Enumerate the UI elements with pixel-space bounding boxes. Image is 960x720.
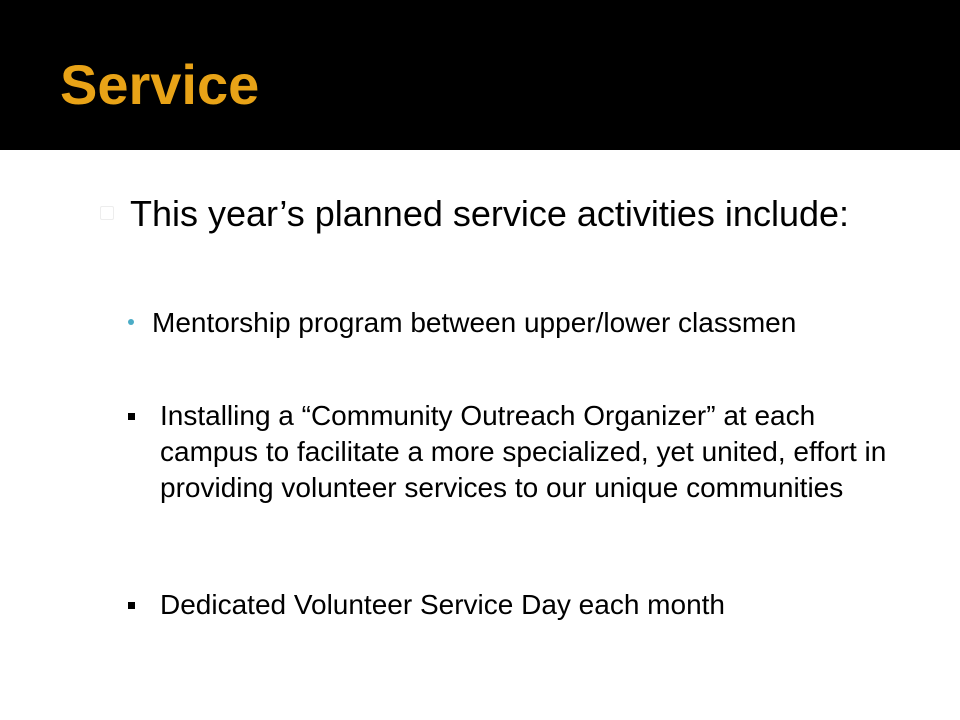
title-band bbox=[0, 0, 960, 150]
bullet-item-service-day bbox=[128, 587, 908, 623]
bullet-item-mentorship bbox=[128, 305, 888, 341]
dot-bullet-icon bbox=[128, 319, 134, 325]
bullet-text: This year’s planned service activities include: bbox=[130, 193, 850, 234]
slide-title: Service bbox=[60, 53, 260, 116]
box-bullet-icon bbox=[100, 206, 114, 220]
square-bullet-icon bbox=[128, 413, 135, 420]
bullet-text: Mentorship program between upper/lower classmen bbox=[152, 307, 797, 338]
bullet-item-intro bbox=[100, 190, 880, 238]
square-bullet-icon bbox=[128, 602, 135, 609]
bullet-text: Installing a “Community Outreach Organizer” at each campus to facilitate a more specialized, yet united, effort in providing volunteer services to our unique communities bbox=[160, 400, 887, 503]
bullet-text: Dedicated Volunteer Service Day each month bbox=[160, 589, 725, 620]
bullet-item-outreach-organizer bbox=[128, 398, 908, 506]
